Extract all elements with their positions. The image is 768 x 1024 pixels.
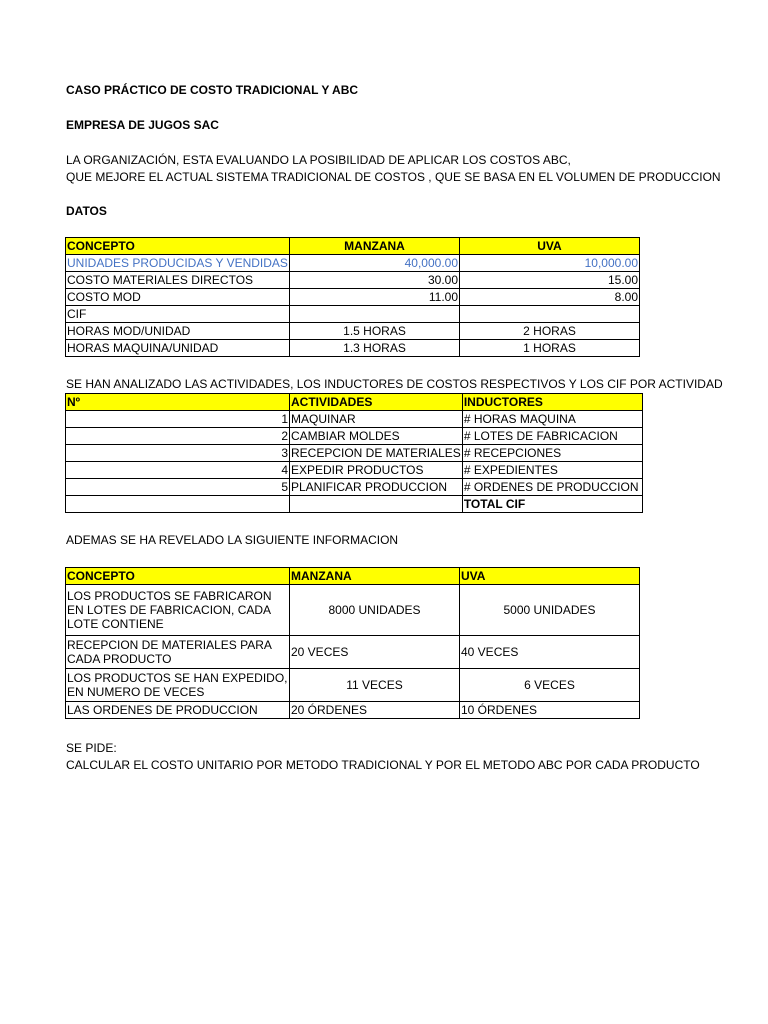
driver-cell: # ORDENES DE PRODUCCION (462, 479, 642, 496)
header-cell: ACTIVIDADES (290, 394, 463, 411)
concept-cell: LAS ORDENES DE PRODUCCION (66, 702, 290, 719)
activity-cell: PLANIFICAR PRODUCCION (290, 479, 463, 496)
empty-cell (66, 496, 290, 513)
header-cell: Nº (66, 394, 290, 411)
table-row (66, 585, 640, 636)
number-cell: 1 (66, 411, 290, 428)
activity-cell: EXPEDIR PRODUCTOS (290, 462, 463, 479)
table-header-row (66, 568, 640, 585)
concept-cell: RECEPCION DE MATERIALES PARA CADA PRODUCTO (66, 636, 290, 669)
manzana-cell: 20 VECES (290, 636, 460, 669)
header-cell: MANZANA (290, 238, 460, 255)
se-pide-text: CALCULAR EL COSTO UNITARIO POR METODO TRADICIONAL Y POR EL METODO ABC POR CADA PRODUCTO (66, 758, 700, 772)
manzana-cell: 20 ÓRDENES (290, 702, 460, 719)
manzana-cell: 11.00 (290, 289, 460, 306)
uva-cell: 10 ÓRDENES (460, 702, 640, 719)
uva-cell: 1 HORAS (460, 340, 640, 357)
concept-cell: HORAS MAQUINA/UNIDAD (66, 340, 290, 357)
table-row (66, 496, 643, 513)
number-cell: 5 (66, 479, 290, 496)
total-cif-label: TOTAL CIF (462, 496, 642, 513)
datos-table (65, 237, 640, 357)
concept-cell: UNIDADES PRODUCIDAS Y VENDIDAS (67, 256, 288, 270)
uva-cell: 40 VECES (460, 636, 640, 669)
manzana-cell (290, 306, 460, 323)
se-pide-label: SE PIDE: (66, 741, 117, 755)
table-header-row (66, 238, 640, 255)
table-row (66, 411, 643, 428)
info-table (65, 567, 640, 719)
table-row (66, 702, 640, 719)
driver-cell: # LOTES DE FABRICACION (462, 428, 642, 445)
info-intro: ADEMAS SE HA REVELADO LA SIGUIENTE INFORMACION (66, 533, 399, 547)
header-cell: UVA (460, 238, 640, 255)
number-cell: 3 (66, 445, 290, 462)
manzana-cell: 30.00 (290, 272, 460, 289)
uva-cell: 2 HORAS (460, 323, 640, 340)
header-cell: MANZANA (290, 568, 460, 585)
intro-line-1: LA ORGANIZACIÓN, ESTA EVALUANDO LA POSIBILIDAD DE APLICAR LOS COSTOS ABC, (66, 153, 571, 167)
activities-intro: SE HAN ANALIZADO LAS ACTIVIDADES, LOS INDUCTORES DE COSTOS RESPECTIVOS Y LOS CIF POR ACTIVIDAD (66, 377, 723, 391)
concept-cell: COSTO MOD (66, 289, 290, 306)
driver-cell: # RECEPCIONES (462, 445, 642, 462)
table-row (66, 340, 640, 357)
table-header-row (66, 394, 643, 411)
activity-cell: MAQUINAR (290, 411, 463, 428)
manzana-cell: 11 VECES (290, 669, 460, 702)
uva-cell: 8.00 (460, 289, 640, 306)
driver-cell: # EXPEDIENTES (462, 462, 642, 479)
header-cell: CONCEPTO (66, 568, 290, 585)
concept-cell: LOS PRODUCTOS SE FABRICARON EN LOTES DE FABRICACION, CADA LOTE CONTIENE (66, 585, 290, 636)
table-row (66, 272, 640, 289)
uva-cell: 10,000.00 (460, 255, 640, 272)
activities-table (65, 393, 643, 513)
table-row (66, 306, 640, 323)
table-row (66, 428, 643, 445)
activity-cell: RECEPCION DE MATERIALES (291, 446, 461, 460)
header-cell: CONCEPTO (66, 238, 290, 255)
manzana-cell: 1.5 HORAS (290, 323, 460, 340)
table-row (66, 255, 640, 272)
manzana-cell: 40,000.00 (290, 255, 460, 272)
uva-cell: 5000 UNIDADES (460, 585, 640, 636)
datos-label: DATOS (66, 204, 107, 218)
number-cell: 2 (66, 428, 290, 445)
activity-cell: CAMBIAR MOLDES (290, 428, 463, 445)
table-row (66, 289, 640, 306)
table-row (66, 636, 640, 669)
table-row (66, 669, 640, 702)
concept-cell: COSTO MATERIALES DIRECTOS (66, 272, 290, 289)
table-row (66, 445, 643, 462)
uva-cell: 15.00 (460, 272, 640, 289)
concept-cell: HORAS MOD/UNIDAD (66, 323, 290, 340)
header-cell: INDUCTORES (462, 394, 642, 411)
header-cell: UVA (460, 568, 640, 585)
uva-cell: 6 VECES (460, 669, 640, 702)
document-title: CASO PRÁCTICO DE COSTO TRADICIONAL Y ABC (66, 83, 359, 97)
table-row (66, 462, 643, 479)
manzana-cell: 1.3 HORAS (290, 340, 460, 357)
manzana-cell: 8000 UNIDADES (290, 585, 460, 636)
number-cell: 4 (66, 462, 290, 479)
table-row (66, 479, 643, 496)
concept-cell: CIF (66, 306, 290, 323)
company-name: EMPRESA DE JUGOS SAC (66, 118, 219, 132)
table-row (66, 323, 640, 340)
driver-cell: # HORAS MAQUINA (462, 411, 642, 428)
empty-cell (290, 496, 463, 513)
concept-cell: LOS PRODUCTOS SE HAN EXPEDIDO, EN NUMERO DE VECES (66, 669, 290, 702)
uva-cell (460, 306, 640, 323)
intro-line-2: QUE MEJORE EL ACTUAL SISTEMA TRADICIONAL DE COSTOS , QUE SE BASA EN EL VOLUMEN DE PRODUCCION (66, 170, 721, 184)
